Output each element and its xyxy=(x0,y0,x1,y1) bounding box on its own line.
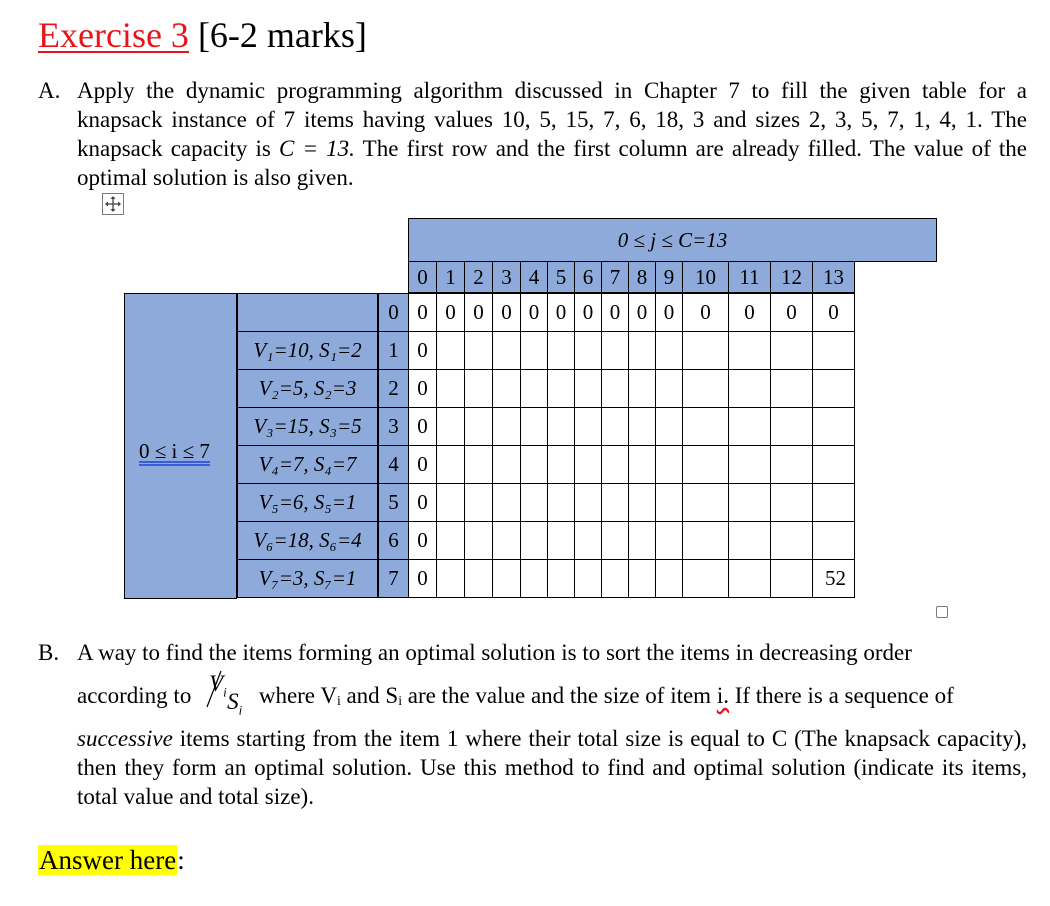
dp-cell[interactable] xyxy=(655,483,683,522)
dp-cell[interactable] xyxy=(601,445,629,484)
dp-cell[interactable] xyxy=(520,369,548,408)
part-a-body-end: The first row and the first column are already filled. The value of the optimal solution is also given. xyxy=(77,136,1028,190)
item-label: V₅=6, S₅=1 xyxy=(237,483,378,522)
dp-cell[interactable] xyxy=(682,559,729,598)
dp-cell[interactable] xyxy=(655,521,683,560)
column-index: 5 xyxy=(547,261,575,293)
base-row-cell: 0 xyxy=(520,293,548,332)
dp-cell[interactable] xyxy=(770,483,813,522)
part-a-text xyxy=(77,76,1027,192)
base-row-cell: 0 xyxy=(812,293,855,332)
dp-cell[interactable] xyxy=(574,521,602,560)
dp-cell[interactable] xyxy=(812,521,855,560)
base-row-cell: 0 xyxy=(770,293,813,332)
dp-cell[interactable] xyxy=(812,407,855,446)
dp-cell[interactable] xyxy=(492,521,521,560)
exercise-title xyxy=(38,12,367,58)
capacity-expr: C = 13. xyxy=(279,136,355,161)
dp-cell[interactable] xyxy=(728,369,771,408)
column-index: 8 xyxy=(628,261,656,293)
dp-cell[interactable] xyxy=(574,445,602,484)
base-column-cell: 0 xyxy=(408,407,437,446)
base-column-cell: 0 xyxy=(408,369,437,408)
table-resize-handle-icon[interactable] xyxy=(936,606,948,618)
dp-cell[interactable] xyxy=(728,407,771,446)
fraction-numerator: $V_i$ xyxy=(209,671,227,700)
item-label: V₂=5, S₂=3 xyxy=(237,369,378,408)
row-index: 6 xyxy=(378,521,409,560)
dp-cell[interactable] xyxy=(628,445,656,484)
dp-cell[interactable] xyxy=(547,445,575,484)
dp-cell[interactable] xyxy=(728,559,771,598)
dp-cell[interactable] xyxy=(436,559,465,598)
column-index: 7 xyxy=(601,261,629,293)
answer-prompt[interactable] xyxy=(38,842,185,878)
dp-cell[interactable] xyxy=(628,483,656,522)
dp-cell[interactable] xyxy=(464,559,493,598)
dp-cell[interactable] xyxy=(464,331,493,370)
answer-label: Answer here xyxy=(39,845,177,875)
dp-cell[interactable] xyxy=(547,369,575,408)
part-a-label: A. xyxy=(38,78,61,103)
dp-cell[interactable] xyxy=(770,407,813,446)
row-index: 7 xyxy=(378,559,409,598)
item-label: V₃=15, S₃=5 xyxy=(237,407,378,446)
item-label: V₁=10, S₁=2 xyxy=(237,331,378,370)
part-b-rest xyxy=(77,724,1027,811)
part-a-body: Apply the dynamic programming algorithm discussed in Chapter 7 to fill the given table for a knapsack instance of 7 items having values 10, 5, 15, 7, 6, 18, 3 and sizes 2, 3, 5, 7, 1, 4, 1. The knapsack capacity is xyxy=(77,78,1027,161)
dp-cell[interactable] xyxy=(547,331,575,370)
dp-cell[interactable] xyxy=(436,483,465,522)
exercise-number: Exercise 3 xyxy=(38,15,189,55)
row-index: 5 xyxy=(378,483,409,522)
table-move-handle-icon[interactable] xyxy=(102,193,124,215)
column-index: 2 xyxy=(464,261,493,293)
dp-cell[interactable] xyxy=(520,407,548,446)
dp-cell[interactable] xyxy=(770,559,813,598)
row-index: 0 xyxy=(378,293,409,332)
base-row-cell: 0 xyxy=(655,293,683,332)
dp-cell[interactable] xyxy=(628,369,656,408)
row-index: 4 xyxy=(378,445,409,484)
row-index: 3 xyxy=(378,407,409,446)
part-b xyxy=(38,638,1028,811)
dp-cell[interactable] xyxy=(547,483,575,522)
dp-cell[interactable] xyxy=(655,445,683,484)
dp-cell[interactable] xyxy=(520,559,548,598)
dp-cell[interactable] xyxy=(547,407,575,446)
dp-cell[interactable] xyxy=(492,483,521,522)
dp-cell[interactable] xyxy=(520,331,548,370)
dp-cell[interactable] xyxy=(547,559,575,598)
dp-cell[interactable] xyxy=(464,407,493,446)
dp-cell[interactable] xyxy=(492,331,521,370)
dp-cell[interactable] xyxy=(436,521,465,560)
sequence-text: If there is a sequence of xyxy=(734,683,954,708)
column-index: 6 xyxy=(574,261,602,293)
dp-cell[interactable] xyxy=(628,331,656,370)
dp-cell[interactable] xyxy=(436,369,465,408)
dp-cell[interactable] xyxy=(728,521,771,560)
base-row-cell: 0 xyxy=(464,293,493,332)
dp-cell[interactable] xyxy=(628,407,656,446)
dp-cell[interactable] xyxy=(464,483,493,522)
dp-cell[interactable] xyxy=(682,445,729,484)
part-b-line2 xyxy=(77,671,1027,718)
base-column-cell: 0 xyxy=(408,445,437,484)
dp-cell[interactable] xyxy=(682,369,729,408)
column-index: 3 xyxy=(492,261,521,293)
item-label: V₇=3, S₇=1 xyxy=(237,559,378,598)
dp-cell[interactable] xyxy=(574,483,602,522)
column-index: 13 xyxy=(812,261,855,293)
dp-cell[interactable] xyxy=(628,559,656,598)
part-b-label: B. xyxy=(38,640,60,665)
dp-cell[interactable] xyxy=(464,369,493,408)
dp-cell[interactable] xyxy=(601,331,629,370)
base-column-cell: 0 xyxy=(408,559,437,598)
base-row-cell: 0 xyxy=(728,293,771,332)
dp-cell[interactable] xyxy=(574,331,602,370)
part-b-line1: A way to find the items forming an optimal solution is to sort the items in decreasing order xyxy=(77,640,912,665)
item-label: V₄=7, S₄=7 xyxy=(237,445,378,484)
item-label: V₆=18, S₆=4 xyxy=(237,521,378,560)
dp-cell[interactable] xyxy=(812,369,855,408)
dp-cell[interactable] xyxy=(728,445,771,484)
dp-cell[interactable] xyxy=(812,483,855,522)
dp-cell[interactable] xyxy=(464,521,493,560)
successive-word: successive xyxy=(77,726,173,751)
dp-cell[interactable] xyxy=(770,369,813,408)
dp-cell[interactable] xyxy=(770,331,813,370)
dp-cell[interactable] xyxy=(574,559,602,598)
dp-cell[interactable] xyxy=(601,369,629,408)
base-column-cell: 0 xyxy=(408,331,437,370)
dp-cell[interactable] xyxy=(601,407,629,446)
dp-cell[interactable] xyxy=(601,559,629,598)
base-row-cell: 0 xyxy=(547,293,575,332)
dp-cell[interactable] xyxy=(492,445,521,484)
dp-cell[interactable] xyxy=(812,445,855,484)
dp-cell[interactable] xyxy=(655,559,683,598)
dp-cell[interactable] xyxy=(574,369,602,408)
dp-cell[interactable] xyxy=(601,521,629,560)
dp-cell[interactable] xyxy=(682,483,729,522)
dp-cell[interactable] xyxy=(682,331,729,370)
dp-cell[interactable] xyxy=(601,483,629,522)
dp-cell[interactable] xyxy=(547,521,575,560)
where-text: where Vᵢ and Sᵢ are the value and the size of item xyxy=(258,683,712,708)
ratio-fraction xyxy=(197,671,253,718)
part-b-rest-text: items starting from the item 1 where their total size is equal to C (The knapsack capacity), then they form an optimal solution. Use this method to find and optimal solution (indicate its items, total value and total size). xyxy=(77,726,1028,809)
column-index: 4 xyxy=(520,261,548,293)
dp-cell[interactable] xyxy=(436,445,465,484)
dp-cell[interactable] xyxy=(655,331,683,370)
item-i: i. xyxy=(716,683,729,708)
column-index: 10 xyxy=(682,261,729,293)
fraction-denominator: $S_i$ xyxy=(227,689,243,718)
column-index: 11 xyxy=(728,261,771,293)
dp-cell[interactable] xyxy=(728,483,771,522)
dp-cell[interactable] xyxy=(655,407,683,446)
base-row-cell: 0 xyxy=(436,293,465,332)
column-index: 9 xyxy=(655,261,683,293)
dp-cell[interactable] xyxy=(492,407,521,446)
dp-cell[interactable] xyxy=(682,407,729,446)
base-row-cell: 0 xyxy=(492,293,521,332)
dp-cell[interactable] xyxy=(770,521,813,560)
dp-cell[interactable] xyxy=(520,521,548,560)
dp-cell[interactable] xyxy=(520,445,548,484)
dp-cell[interactable] xyxy=(492,369,521,408)
answer-colon: : xyxy=(177,845,185,875)
row-index: 2 xyxy=(378,369,409,408)
row-range-label: 0 ≤ i ≤ 7 xyxy=(139,439,210,463)
part-a xyxy=(38,76,1028,192)
item-label-empty xyxy=(237,293,378,332)
dp-cell[interactable] xyxy=(464,445,493,484)
base-column-cell: 0 xyxy=(408,521,437,560)
exercise-marks: [6-2 marks] xyxy=(197,15,367,55)
row-index: 1 xyxy=(378,331,409,370)
base-row-cell: 0 xyxy=(601,293,629,332)
base-row-cell: 0 xyxy=(408,293,437,332)
dp-cell[interactable] xyxy=(436,407,465,446)
dp-cell[interactable] xyxy=(574,407,602,446)
base-row-cell: 0 xyxy=(574,293,602,332)
base-row-cell: 0 xyxy=(628,293,656,332)
dp-cell[interactable] xyxy=(728,331,771,370)
dp-cell[interactable] xyxy=(492,559,521,598)
dp-cell[interactable] xyxy=(436,331,465,370)
dp-cell[interactable] xyxy=(520,483,548,522)
row-range-header xyxy=(124,293,237,599)
dp-cell[interactable] xyxy=(682,521,729,560)
dp-cell[interactable] xyxy=(628,521,656,560)
base-row-cell: 0 xyxy=(682,293,729,332)
dp-cell[interactable] xyxy=(655,369,683,408)
column-index: 0 xyxy=(408,261,437,293)
base-column-cell: 0 xyxy=(408,483,437,522)
column-range-header: 0 ≤ j ≤ C=13 xyxy=(408,218,937,262)
optimal-value-cell: 52 xyxy=(812,559,855,598)
dp-cell[interactable] xyxy=(812,331,855,370)
dp-cell[interactable] xyxy=(770,445,813,484)
column-index: 1 xyxy=(436,261,465,293)
according-to: according to xyxy=(77,683,192,708)
column-index: 12 xyxy=(770,261,813,293)
